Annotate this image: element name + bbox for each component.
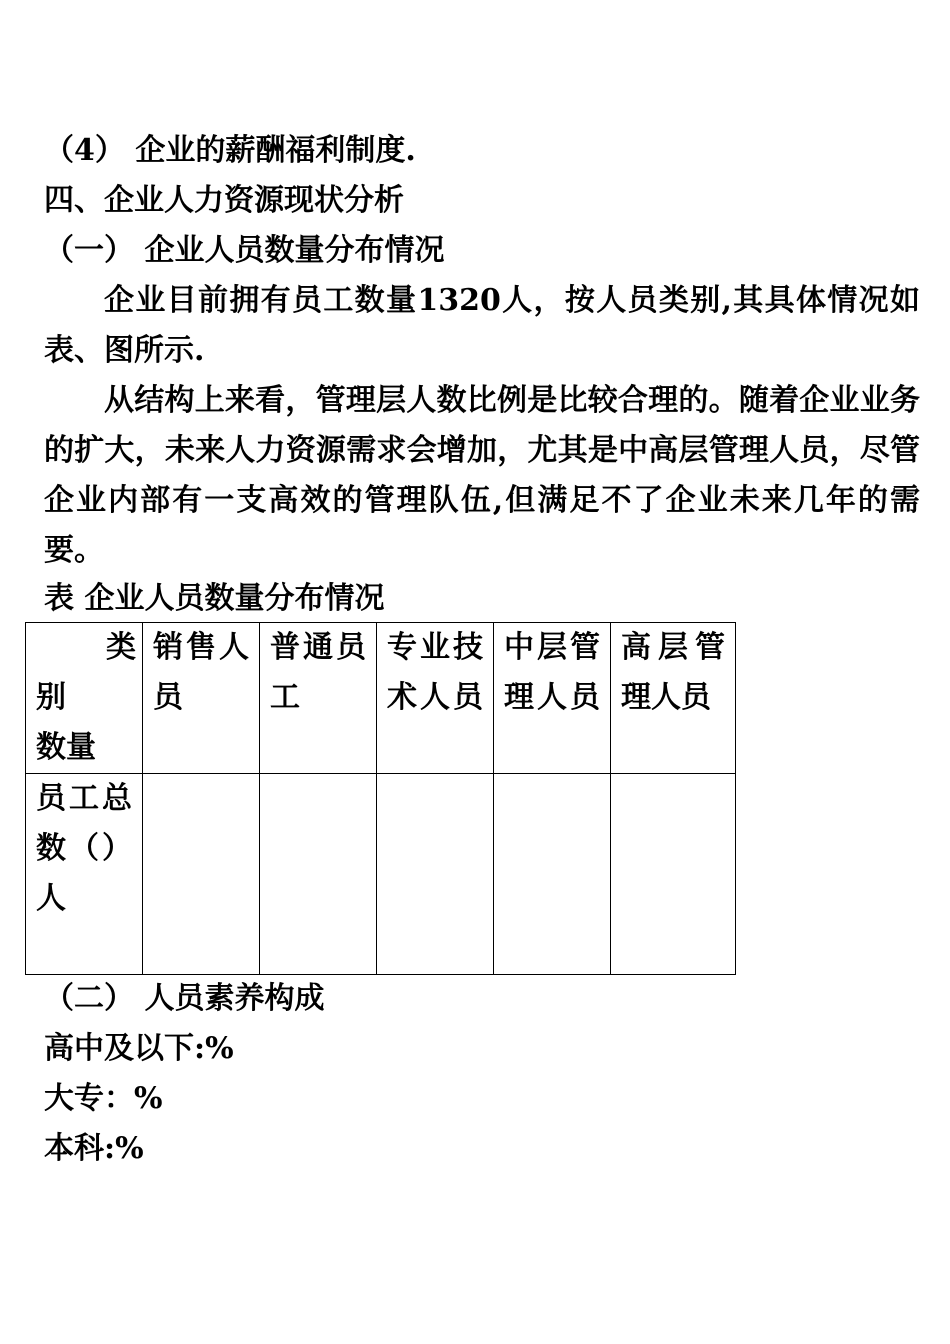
table-header-row [26, 623, 736, 774]
table-row [26, 774, 736, 975]
subsection-heading-2: （二） 人员素养构成 [44, 981, 325, 1016]
row-label-total-staff: 员工总数（）人 [26, 774, 143, 975]
cell-middle-management-count [494, 774, 611, 975]
paragraph-staff-count: 企业目前拥有员工数量1320人，按人员类别,其具体情况如表、图所示. [44, 283, 920, 368]
section-heading-4: 四、企业人力资源现状分析 [44, 183, 404, 218]
header-technical-staff: 专业技术人员 [377, 623, 494, 774]
education-high-school: 高中及以下:% [44, 1031, 234, 1066]
corner-header-cell [26, 623, 143, 774]
table-caption: 表 企业人员数量分布情况 [44, 581, 385, 616]
cell-general-staff-count [260, 774, 377, 975]
header-middle-management: 中层管理人员 [494, 623, 611, 774]
welfare-item-line: （4） 企业的薪酬福利制度. [44, 133, 416, 168]
header-sales-staff: 销售人员 [143, 623, 260, 774]
paragraph-structure-analysis: 从结构上来看，管理层人数比例是比较合理的。随着企业业务的扩大，未来人力资源需求会增加，尤其是中高层管理人员，尽管企业内部有一支高效的管理队伍,但满足不了企业未来几年的需要。 [44, 383, 920, 568]
education-college: 大专：% [44, 1081, 163, 1116]
corner-category-label: 类 [106, 630, 136, 665]
education-bachelor: 本科:% [44, 1131, 144, 1166]
corner-bie-label: 别 [36, 680, 66, 715]
cell-senior-management-count [611, 774, 736, 975]
subsection-heading-1: （一） 企业人员数量分布情况 [44, 233, 445, 268]
header-senior-management: 高层管理人员 [611, 623, 736, 774]
cell-technical-staff-count [377, 774, 494, 975]
header-general-staff: 普通员工 [260, 623, 377, 774]
cell-sales-staff-count [143, 774, 260, 975]
corner-quantity-label: 数量 [36, 730, 96, 765]
staff-distribution-table [25, 622, 736, 975]
